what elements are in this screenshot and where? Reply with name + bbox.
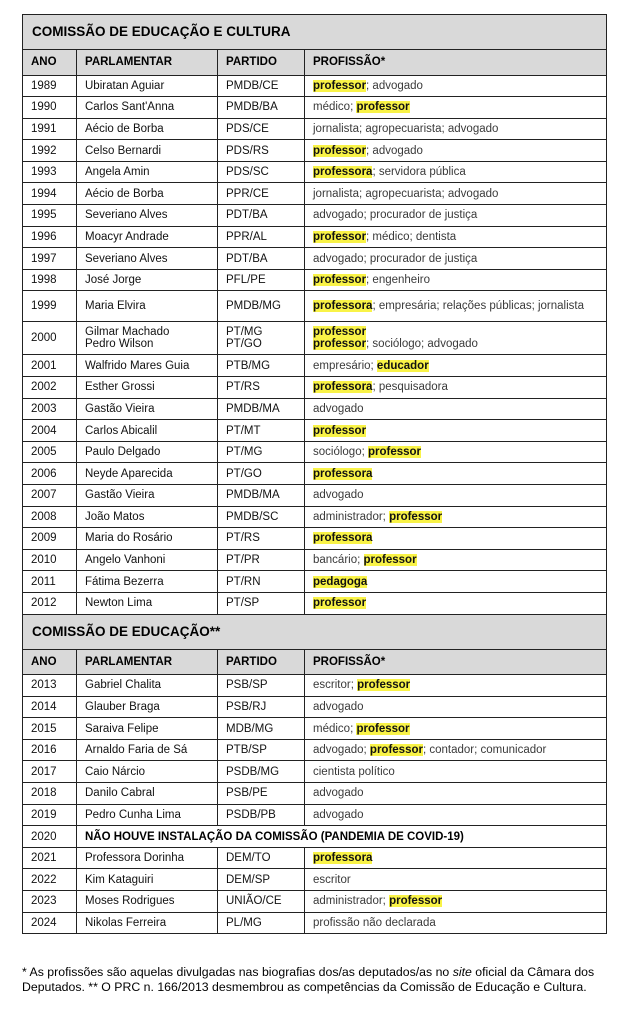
section-title-row	[23, 15, 607, 50]
cell-ano: 2013	[23, 675, 77, 697]
cell-profissao	[305, 140, 607, 162]
highlighted-profession: professor	[389, 895, 443, 908]
table-row	[23, 183, 607, 205]
cell-profissao	[305, 97, 607, 119]
cell-ano: 1997	[23, 248, 77, 270]
footnote	[22, 965, 612, 995]
section-title: COMISSÃO DE EDUCAÇÃO**	[23, 614, 607, 649]
cell-partido: PT/RN	[218, 571, 305, 593]
table-row	[23, 506, 607, 528]
profession-text: advogado	[313, 808, 364, 821]
commission-table	[22, 14, 607, 934]
cell-parlamentar: Celso Bernardi	[77, 140, 218, 162]
highlighted-profession: educador	[376, 359, 429, 372]
cell-profissao	[305, 912, 607, 934]
cell-ano: 2024	[23, 912, 77, 934]
profession-text: bancário;	[313, 554, 364, 567]
cell-ano: 2004	[23, 420, 77, 442]
cell-parlamentar: Fátima Bezerra	[77, 571, 218, 593]
cell-partido: PT/MG PT/GO	[218, 322, 305, 355]
cell-partido: PL/MG	[218, 912, 305, 934]
cell-parlamentar: Gastão Vieira	[77, 398, 218, 420]
profession-text: ; empresária; relações públicas; jornalista	[372, 300, 585, 313]
highlighted-profession: professor	[313, 230, 367, 243]
highlighted-profession: professor	[313, 79, 367, 92]
cell-ano: 2011	[23, 571, 77, 593]
cell-ano: 2005	[23, 441, 77, 463]
profession-text: advogado	[313, 489, 364, 502]
table-row	[23, 847, 607, 869]
cell-ano: 2014	[23, 696, 77, 718]
table-row	[23, 322, 607, 355]
cell-parlamentar: Gabriel Chalita	[77, 675, 218, 697]
cell-profissao	[305, 783, 607, 805]
profession-text: ; médico; dentista	[366, 230, 457, 243]
highlighted-profession: professora	[313, 852, 373, 865]
cell-parlamentar: Caio Nárcio	[77, 761, 218, 783]
profession-text: advogado; procurador de justiça	[313, 209, 478, 222]
profession-text: advogado	[313, 402, 364, 415]
cell-parlamentar: Professora Dorinha	[77, 847, 218, 869]
table-row	[23, 571, 607, 593]
cell-profissao	[305, 528, 607, 550]
cell-profissao	[305, 869, 607, 891]
cell-partido: PPR/AL	[218, 226, 305, 248]
table-row	[23, 420, 607, 442]
cell-note: NÃO HOUVE INSTALAÇÃO DA COMISSÃO (PANDEMIA DE COVID-19)	[77, 826, 607, 848]
profession-text: empresário;	[313, 359, 377, 372]
cell-partido: DEM/SP	[218, 869, 305, 891]
cell-parlamentar: Pedro Cunha Lima	[77, 804, 218, 826]
cell-partido: PSDB/MG	[218, 761, 305, 783]
header-ano: ANO	[23, 50, 77, 76]
profession-text: profissão não declarada	[313, 916, 436, 929]
cell-ano: 2015	[23, 718, 77, 740]
highlighted-profession: professor	[313, 144, 367, 157]
header-partido: PARTIDO	[218, 50, 305, 76]
cell-partido: PSDB/PB	[218, 804, 305, 826]
cell-profissao	[305, 377, 607, 399]
cell-parlamentar: Severiano Alves	[77, 248, 218, 270]
cell-partido: PSB/PE	[218, 783, 305, 805]
cell-parlamentar: Saraiva Felipe	[77, 718, 218, 740]
cell-parlamentar: Aécio de Borba	[77, 183, 218, 205]
cell-parlamentar: Nikolas Ferreira	[77, 912, 218, 934]
cell-parlamentar: Glauber Braga	[77, 696, 218, 718]
profession-text: advogado	[313, 700, 364, 713]
profession-text: médico;	[313, 722, 357, 735]
footnote-part1: * As profissões são aquelas divulgadas nas biografias dos/as deputados/as no	[22, 965, 453, 979]
cell-parlamentar: Angela Amin	[77, 161, 218, 183]
cell-partido: PDS/RS	[218, 140, 305, 162]
cell-profissao	[305, 463, 607, 485]
profession-text: escritor	[313, 873, 351, 886]
cell-ano: 1992	[23, 140, 77, 162]
highlighted-profession: professora	[313, 381, 373, 394]
profession-text: ; sociólogo; advogado	[366, 338, 478, 351]
header-profissao: PROFISSÃO*	[305, 50, 607, 76]
profession-text: ; advogado	[366, 144, 423, 157]
table-row	[23, 75, 607, 97]
header-parlamentar: PARLAMENTAR	[77, 50, 218, 76]
cell-partido: MDB/MG	[218, 718, 305, 740]
highlighted-profession: professor	[356, 722, 410, 735]
cell-partido: PDS/SC	[218, 161, 305, 183]
cell-profissao	[305, 571, 607, 593]
cell-ano: 2016	[23, 739, 77, 761]
profession-text: ; pesquisadora	[372, 381, 448, 394]
cell-ano: 2001	[23, 355, 77, 377]
profession-text: jornalista; agropecuarista; advogado	[313, 122, 499, 135]
cell-parlamentar: João Matos	[77, 506, 218, 528]
table-row	[23, 592, 607, 614]
table-row	[23, 485, 607, 507]
cell-ano: 1990	[23, 97, 77, 119]
cell-partido: PDS/CE	[218, 118, 305, 140]
cell-profissao	[305, 847, 607, 869]
cell-partido: PT/MT	[218, 420, 305, 442]
table-row	[23, 291, 607, 322]
cell-profissao	[305, 269, 607, 291]
cell-profissao	[305, 183, 607, 205]
cell-profissao	[305, 355, 607, 377]
cell-partido: PTB/SP	[218, 739, 305, 761]
table-row	[23, 355, 607, 377]
cell-parlamentar: Maria do Rosário	[77, 528, 218, 550]
cell-partido: PMDB/BA	[218, 97, 305, 119]
highlighted-profession: professora	[313, 532, 373, 545]
cell-profissao	[305, 804, 607, 826]
header-row	[23, 649, 607, 675]
profession-text: cientista político	[313, 765, 395, 778]
cell-profissao	[305, 485, 607, 507]
cell-partido: PT/GO	[218, 463, 305, 485]
cell-parlamentar: Aécio de Borba	[77, 118, 218, 140]
cell-profissao	[305, 761, 607, 783]
table-row	[23, 718, 607, 740]
cell-partido: PDT/BA	[218, 248, 305, 270]
cell-profissao	[305, 718, 607, 740]
cell-ano: 2022	[23, 869, 77, 891]
table-row	[23, 826, 607, 848]
profession-text: administrador;	[313, 895, 390, 908]
profession-text: ; servidora pública	[372, 166, 466, 179]
highlighted-profession: professora	[313, 166, 373, 179]
cell-ano: 2007	[23, 485, 77, 507]
cell-parlamentar: Kim Kataguiri	[77, 869, 218, 891]
cell-partido: PFL/PE	[218, 269, 305, 291]
table-row	[23, 549, 607, 571]
cell-parlamentar: Arnaldo Faria de Sá	[77, 739, 218, 761]
cell-parlamentar: Ubiratan Aguiar	[77, 75, 218, 97]
profession-text: advogado;	[313, 744, 370, 757]
cell-ano: 2012	[23, 592, 77, 614]
table-row	[23, 398, 607, 420]
header-ano: ANO	[23, 649, 77, 675]
cell-parlamentar: José Jorge	[77, 269, 218, 291]
cell-parlamentar: Danilo Cabral	[77, 783, 218, 805]
cell-ano: 1991	[23, 118, 77, 140]
cell-partido: PT/PR	[218, 549, 305, 571]
cell-profissao	[305, 226, 607, 248]
cell-partido: PMDB/SC	[218, 506, 305, 528]
table-row	[23, 226, 607, 248]
cell-ano: 1993	[23, 161, 77, 183]
highlighted-profession: professor	[369, 744, 423, 757]
cell-profissao	[305, 675, 607, 697]
table-row	[23, 675, 607, 697]
cell-parlamentar: Carlos Sant'Anna	[77, 97, 218, 119]
profession-text: ; advogado	[366, 79, 423, 92]
cell-profissao	[305, 441, 607, 463]
cell-ano: 2021	[23, 847, 77, 869]
cell-ano: 2000	[23, 322, 77, 355]
table-row	[23, 161, 607, 183]
cell-partido: PMDB/MA	[218, 485, 305, 507]
cell-profissao	[305, 205, 607, 227]
cell-parlamentar: Walfrido Mares Guia	[77, 355, 218, 377]
cell-partido: UNIÃO/CE	[218, 891, 305, 913]
highlighted-profession: professor	[313, 597, 367, 610]
cell-profissao	[305, 398, 607, 420]
cell-profissao	[305, 161, 607, 183]
section-title: COMISSÃO DE EDUCAÇÃO E CULTURA	[23, 15, 607, 50]
cell-ano: 2003	[23, 398, 77, 420]
cell-partido: PT/RS	[218, 377, 305, 399]
cell-parlamentar: Esther Grossi	[77, 377, 218, 399]
cell-ano: 1996	[23, 226, 77, 248]
cell-partido: PPR/CE	[218, 183, 305, 205]
highlighted-profession: professor	[313, 326, 367, 339]
table-row	[23, 528, 607, 550]
cell-profissao	[305, 592, 607, 614]
cell-partido: PTB/MG	[218, 355, 305, 377]
profession-text: médico;	[313, 101, 357, 114]
table-row	[23, 463, 607, 485]
header-partido: PARTIDO	[218, 649, 305, 675]
cell-profissao	[305, 891, 607, 913]
profession-text: sociólogo;	[313, 446, 368, 459]
cell-ano: 1989	[23, 75, 77, 97]
cell-ano: 1995	[23, 205, 77, 227]
cell-profissao	[305, 75, 607, 97]
cell-parlamentar: Carlos Abicalil	[77, 420, 218, 442]
cell-partido: PSB/SP	[218, 675, 305, 697]
highlighted-profession: pedagoga	[313, 575, 368, 588]
cell-profissao	[305, 291, 607, 322]
cell-profissao	[305, 739, 607, 761]
cell-ano: 2018	[23, 783, 77, 805]
table-row	[23, 869, 607, 891]
table-row	[23, 891, 607, 913]
footnote-italic: site	[452, 965, 472, 979]
cell-parlamentar: Angelo Vanhoni	[77, 549, 218, 571]
cell-parlamentar: Moses Rodrigues	[77, 891, 218, 913]
table-row	[23, 783, 607, 805]
header-profissao: PROFISSÃO*	[305, 649, 607, 675]
table-row	[23, 696, 607, 718]
profession-text: advogado	[313, 787, 364, 800]
cell-profissao	[305, 118, 607, 140]
cell-ano: 2006	[23, 463, 77, 485]
table-row	[23, 248, 607, 270]
table-row	[23, 205, 607, 227]
cell-partido: PT/RS	[218, 528, 305, 550]
highlighted-profession: professor	[313, 338, 367, 351]
cell-partido: PDT/BA	[218, 205, 305, 227]
cell-parlamentar: Gilmar Machado Pedro Wilson	[77, 322, 218, 355]
cell-ano: 2020	[23, 826, 77, 848]
cell-profissao	[305, 696, 607, 718]
highlighted-profession: professor	[313, 274, 367, 287]
cell-partido: PSB/RJ	[218, 696, 305, 718]
highlighted-profession: professor	[367, 446, 422, 459]
profession-text: escritor;	[313, 679, 358, 692]
table-row	[23, 912, 607, 934]
highlighted-profession: professor	[363, 554, 417, 567]
cell-parlamentar: Gastão Vieira	[77, 485, 218, 507]
header-parlamentar: PARLAMENTAR	[77, 649, 218, 675]
header-row	[23, 50, 607, 76]
table-row	[23, 140, 607, 162]
highlighted-profession: professora	[313, 300, 373, 313]
cell-partido: PT/SP	[218, 592, 305, 614]
highlighted-profession: professor	[357, 679, 411, 692]
cell-parlamentar: Maria Elvira	[77, 291, 218, 322]
profession-text: administrador;	[313, 510, 390, 523]
cell-ano: 2008	[23, 506, 77, 528]
cell-ano: 2023	[23, 891, 77, 913]
table-row	[23, 761, 607, 783]
cell-partido: PT/MG	[218, 441, 305, 463]
table-row	[23, 739, 607, 761]
cell-ano: 2017	[23, 761, 77, 783]
cell-profissao	[305, 248, 607, 270]
cell-parlamentar: Moacyr Andrade	[77, 226, 218, 248]
cell-parlamentar: Newton Lima	[77, 592, 218, 614]
highlighted-profession: professor	[356, 101, 410, 114]
cell-ano: 1994	[23, 183, 77, 205]
cell-parlamentar: Severiano Alves	[77, 205, 218, 227]
profession-text: advogado; procurador de justiça	[313, 252, 478, 265]
table-row	[23, 97, 607, 119]
table-row	[23, 377, 607, 399]
cell-ano: 1999	[23, 291, 77, 322]
cell-profissao	[305, 420, 607, 442]
table-row	[23, 804, 607, 826]
cell-parlamentar: Neyde Aparecida	[77, 463, 218, 485]
table-row	[23, 118, 607, 140]
profession-text: ; contador; comunicador	[422, 744, 547, 757]
cell-partido: DEM/TO	[218, 847, 305, 869]
cell-profissao	[305, 322, 607, 355]
cell-partido: PMDB/MA	[218, 398, 305, 420]
cell-profissao	[305, 549, 607, 571]
cell-ano: 2002	[23, 377, 77, 399]
section-title-row	[23, 614, 607, 649]
cell-parlamentar: Paulo Delgado	[77, 441, 218, 463]
highlighted-profession: professor	[389, 510, 443, 523]
profession-text: jornalista; agropecuarista; advogado	[313, 187, 499, 200]
cell-ano: 2009	[23, 528, 77, 550]
highlighted-profession: professor	[313, 424, 367, 437]
cell-ano: 2010	[23, 549, 77, 571]
profession-text: ; engenheiro	[366, 274, 430, 287]
table-row	[23, 441, 607, 463]
cell-profissao	[305, 506, 607, 528]
cell-partido: PMDB/MG	[218, 291, 305, 322]
cell-partido: PMDB/CE	[218, 75, 305, 97]
cell-ano: 2019	[23, 804, 77, 826]
table-row	[23, 269, 607, 291]
cell-ano: 1998	[23, 269, 77, 291]
highlighted-profession: professora	[313, 467, 373, 480]
footnote-part2: oficial da Câmara dos Deputados. ** O PRC n. 166/2013 desmembrou as competências da Comissão de Educação e Cultura.	[22, 965, 595, 994]
